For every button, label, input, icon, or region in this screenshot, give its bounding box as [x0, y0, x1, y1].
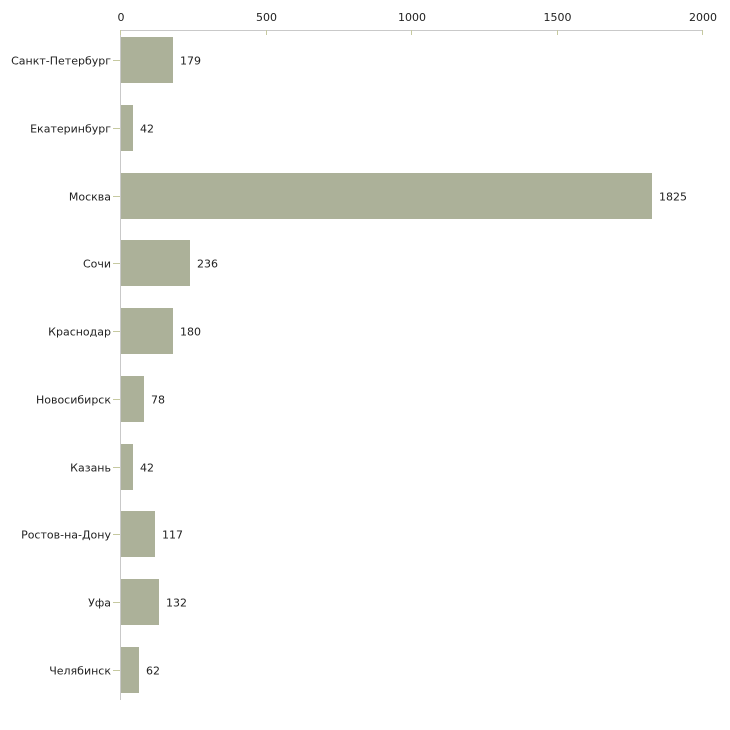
value-label: 42 — [140, 122, 154, 136]
x-axis-tick-label: 1000 — [398, 11, 426, 24]
bar — [121, 37, 173, 83]
bar — [121, 173, 652, 219]
value-label: 42 — [140, 461, 154, 474]
bar — [121, 308, 173, 354]
category-label: Москва — [68, 190, 111, 203]
bar — [121, 579, 159, 625]
value-label: 180 — [180, 325, 201, 339]
value-label: 1825 — [659, 190, 687, 203]
bar — [121, 511, 155, 557]
category-label: Челябинск — [49, 664, 111, 678]
category-tick-mark — [113, 670, 120, 671]
category-tick-mark — [113, 263, 120, 264]
category-tick-mark — [113, 128, 120, 129]
x-axis-tick-label: 1500 — [543, 11, 572, 24]
bar — [121, 444, 133, 490]
value-label: 117 — [162, 528, 183, 542]
x-axis-tick-label: 500 — [256, 11, 277, 24]
category-label: Ростов-на-Дону — [21, 528, 111, 542]
bar — [121, 105, 133, 151]
bar — [121, 376, 144, 422]
value-label: 132 — [166, 596, 187, 610]
value-label: 62 — [146, 664, 160, 678]
category-label: Уфа — [88, 596, 111, 610]
bar — [121, 240, 190, 286]
category-label: Краснодар — [48, 325, 111, 339]
category-label: Казань — [70, 461, 111, 474]
x-axis-tick-mark — [266, 30, 267, 35]
value-label: 78 — [151, 393, 165, 407]
value-label: 179 — [180, 54, 201, 68]
x-axis-tick-label: 2000 — [689, 11, 717, 24]
x-axis-tick-label: 0 — [117, 11, 125, 24]
category-tick-mark — [113, 60, 120, 61]
x-axis-tick-mark — [557, 30, 558, 35]
category-tick-mark — [113, 467, 120, 468]
bar — [121, 647, 139, 693]
category-label: Новосибирск — [35, 393, 111, 407]
x-axis-tick-mark — [120, 30, 121, 35]
category-label: Сочи — [82, 257, 111, 271]
category-label: Санкт-Петербург — [11, 54, 111, 68]
x-axis-tick-mark — [702, 30, 703, 35]
category-label: Екатеринбург — [30, 122, 111, 136]
category-tick-mark — [113, 534, 120, 535]
category-tick-mark — [113, 331, 120, 332]
category-tick-mark — [113, 602, 120, 603]
x-axis-tick-mark — [411, 30, 412, 35]
value-label: 236 — [197, 257, 218, 271]
category-tick-mark — [113, 399, 120, 400]
category-tick-mark — [113, 196, 120, 197]
